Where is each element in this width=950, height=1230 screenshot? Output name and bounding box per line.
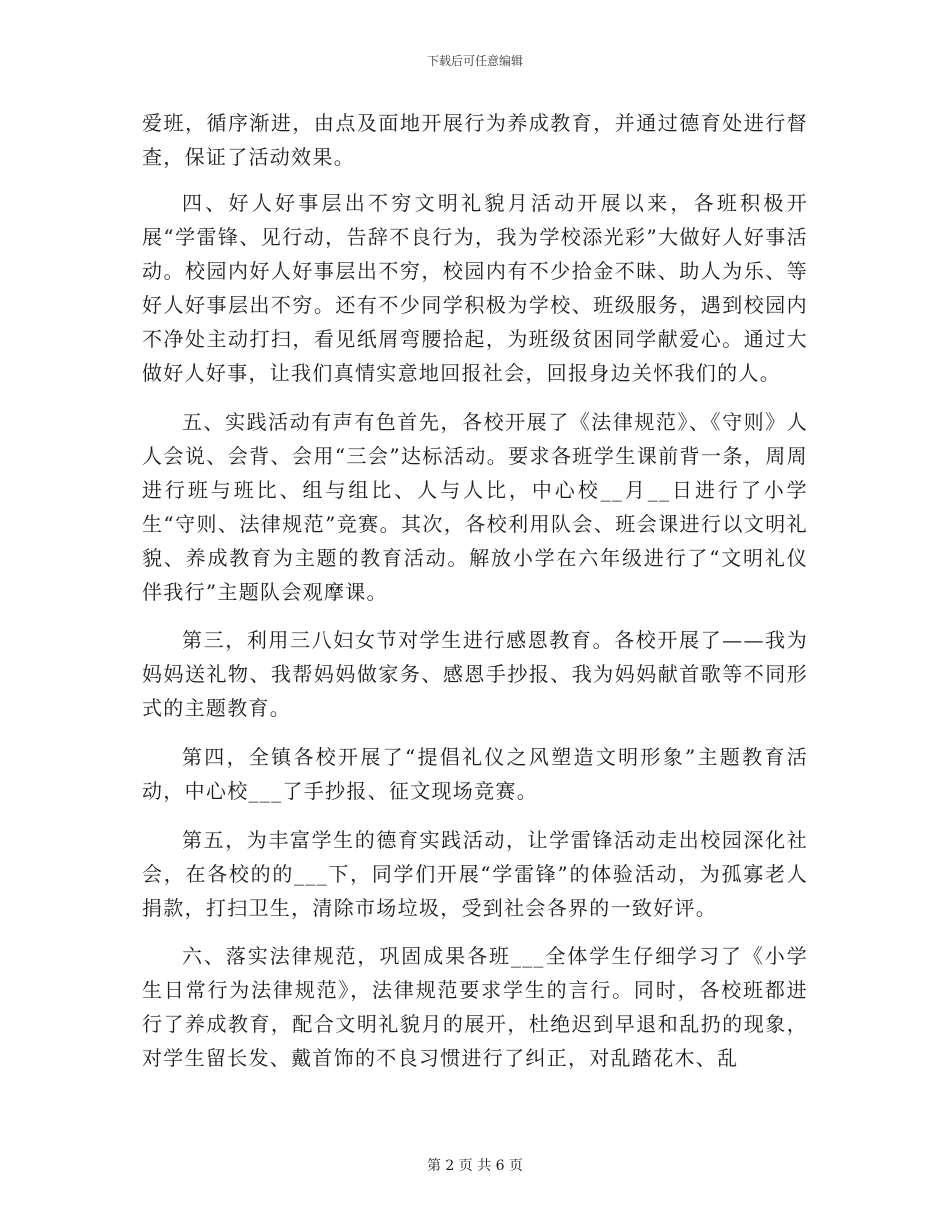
paragraph-third-gratitude: 第三，利用三八妇女节对学生进行感恩教育。各校开展了——我为妈妈送礼物、我帮妈妈做家务、感恩手抄报、我为妈妈献首歌等不同形式的主题教育。 — [142, 628, 808, 721]
document-body — [142, 106, 808, 1090]
paragraph-good-deeds: 四、好人好事层出不穷文明礼貌月活动开展以来，各班积极开展“学雷锋、见行动，告辞不良行为，我为学校添光彩”大做好人好事活动。校园内好人好事层出不穷，校园内有不少拾金不昧、助人为乐、等好人好事层出不穷。还有不少同学积极为学校、班级服务，遇到校园内不净处主动打扫，看见纸屑弯腰拾起，为班级贫困同学献爱心。通过大做好人好事，让我们真情实意地回报社会，回报身边关怀我们的人。 — [142, 191, 808, 385]
paragraph-fourth-etiquette: 第四，全镇各校开展了“提倡礼仪之风塑造文明形象”主题教育活动，中心校___了手抄报、征文现场竞赛。 — [142, 745, 808, 804]
page-number: 第 2 页 共 6 页 — [426, 1158, 524, 1174]
page-header-note: 下载后可任意编辑 — [426, 54, 523, 68]
paragraph-continuation: 爱班，循序渐进，由点及面地开展行为养成教育，并通过德育处进行督查，保证了活动效果。 — [142, 111, 808, 169]
paragraph-fifth-volunteering: 第五，为丰富学生的德育实践活动，让学雷锋活动走出校园深化社会，在各校的的___下，同学们开展“学雷锋”的体验活动，为孤寡老人捐款，打扫卫生，清除市场垃圾，受到社会各界的一致好评。 — [142, 827, 808, 920]
paragraph-six-regulations: 六、落实法律规范，巩固成果各班___全体学生仔细学习了《小学生日常行为法律规范》，法律规范要求学生的言行。同时，各校班都进行了养成教育，配合文明礼貌月的展开，杜绝迟到早退和乱扔的现象，对学生留长发、戴首饰的不良习惯进行了纠正，对乱踏花木、乱 — [142, 944, 808, 1071]
paragraph-practice-activities: 五、实践活动有声有色首先，各校开展了《法律规范》、《守则》人人会说、会背、会用“三会”达标活动。要求各班学生课前背一条，周周进行班与班比、组与组比、人与人比，中心校__月__日进行了小学生“守则、法律规范”竞赛。其次，各校利用队会、班会课进行以文明礼貌、养成教育为主题的教育活动。解放小学在六年级进行了“文明礼仪伴我行”主题队会观摩课。 — [142, 409, 808, 604]
